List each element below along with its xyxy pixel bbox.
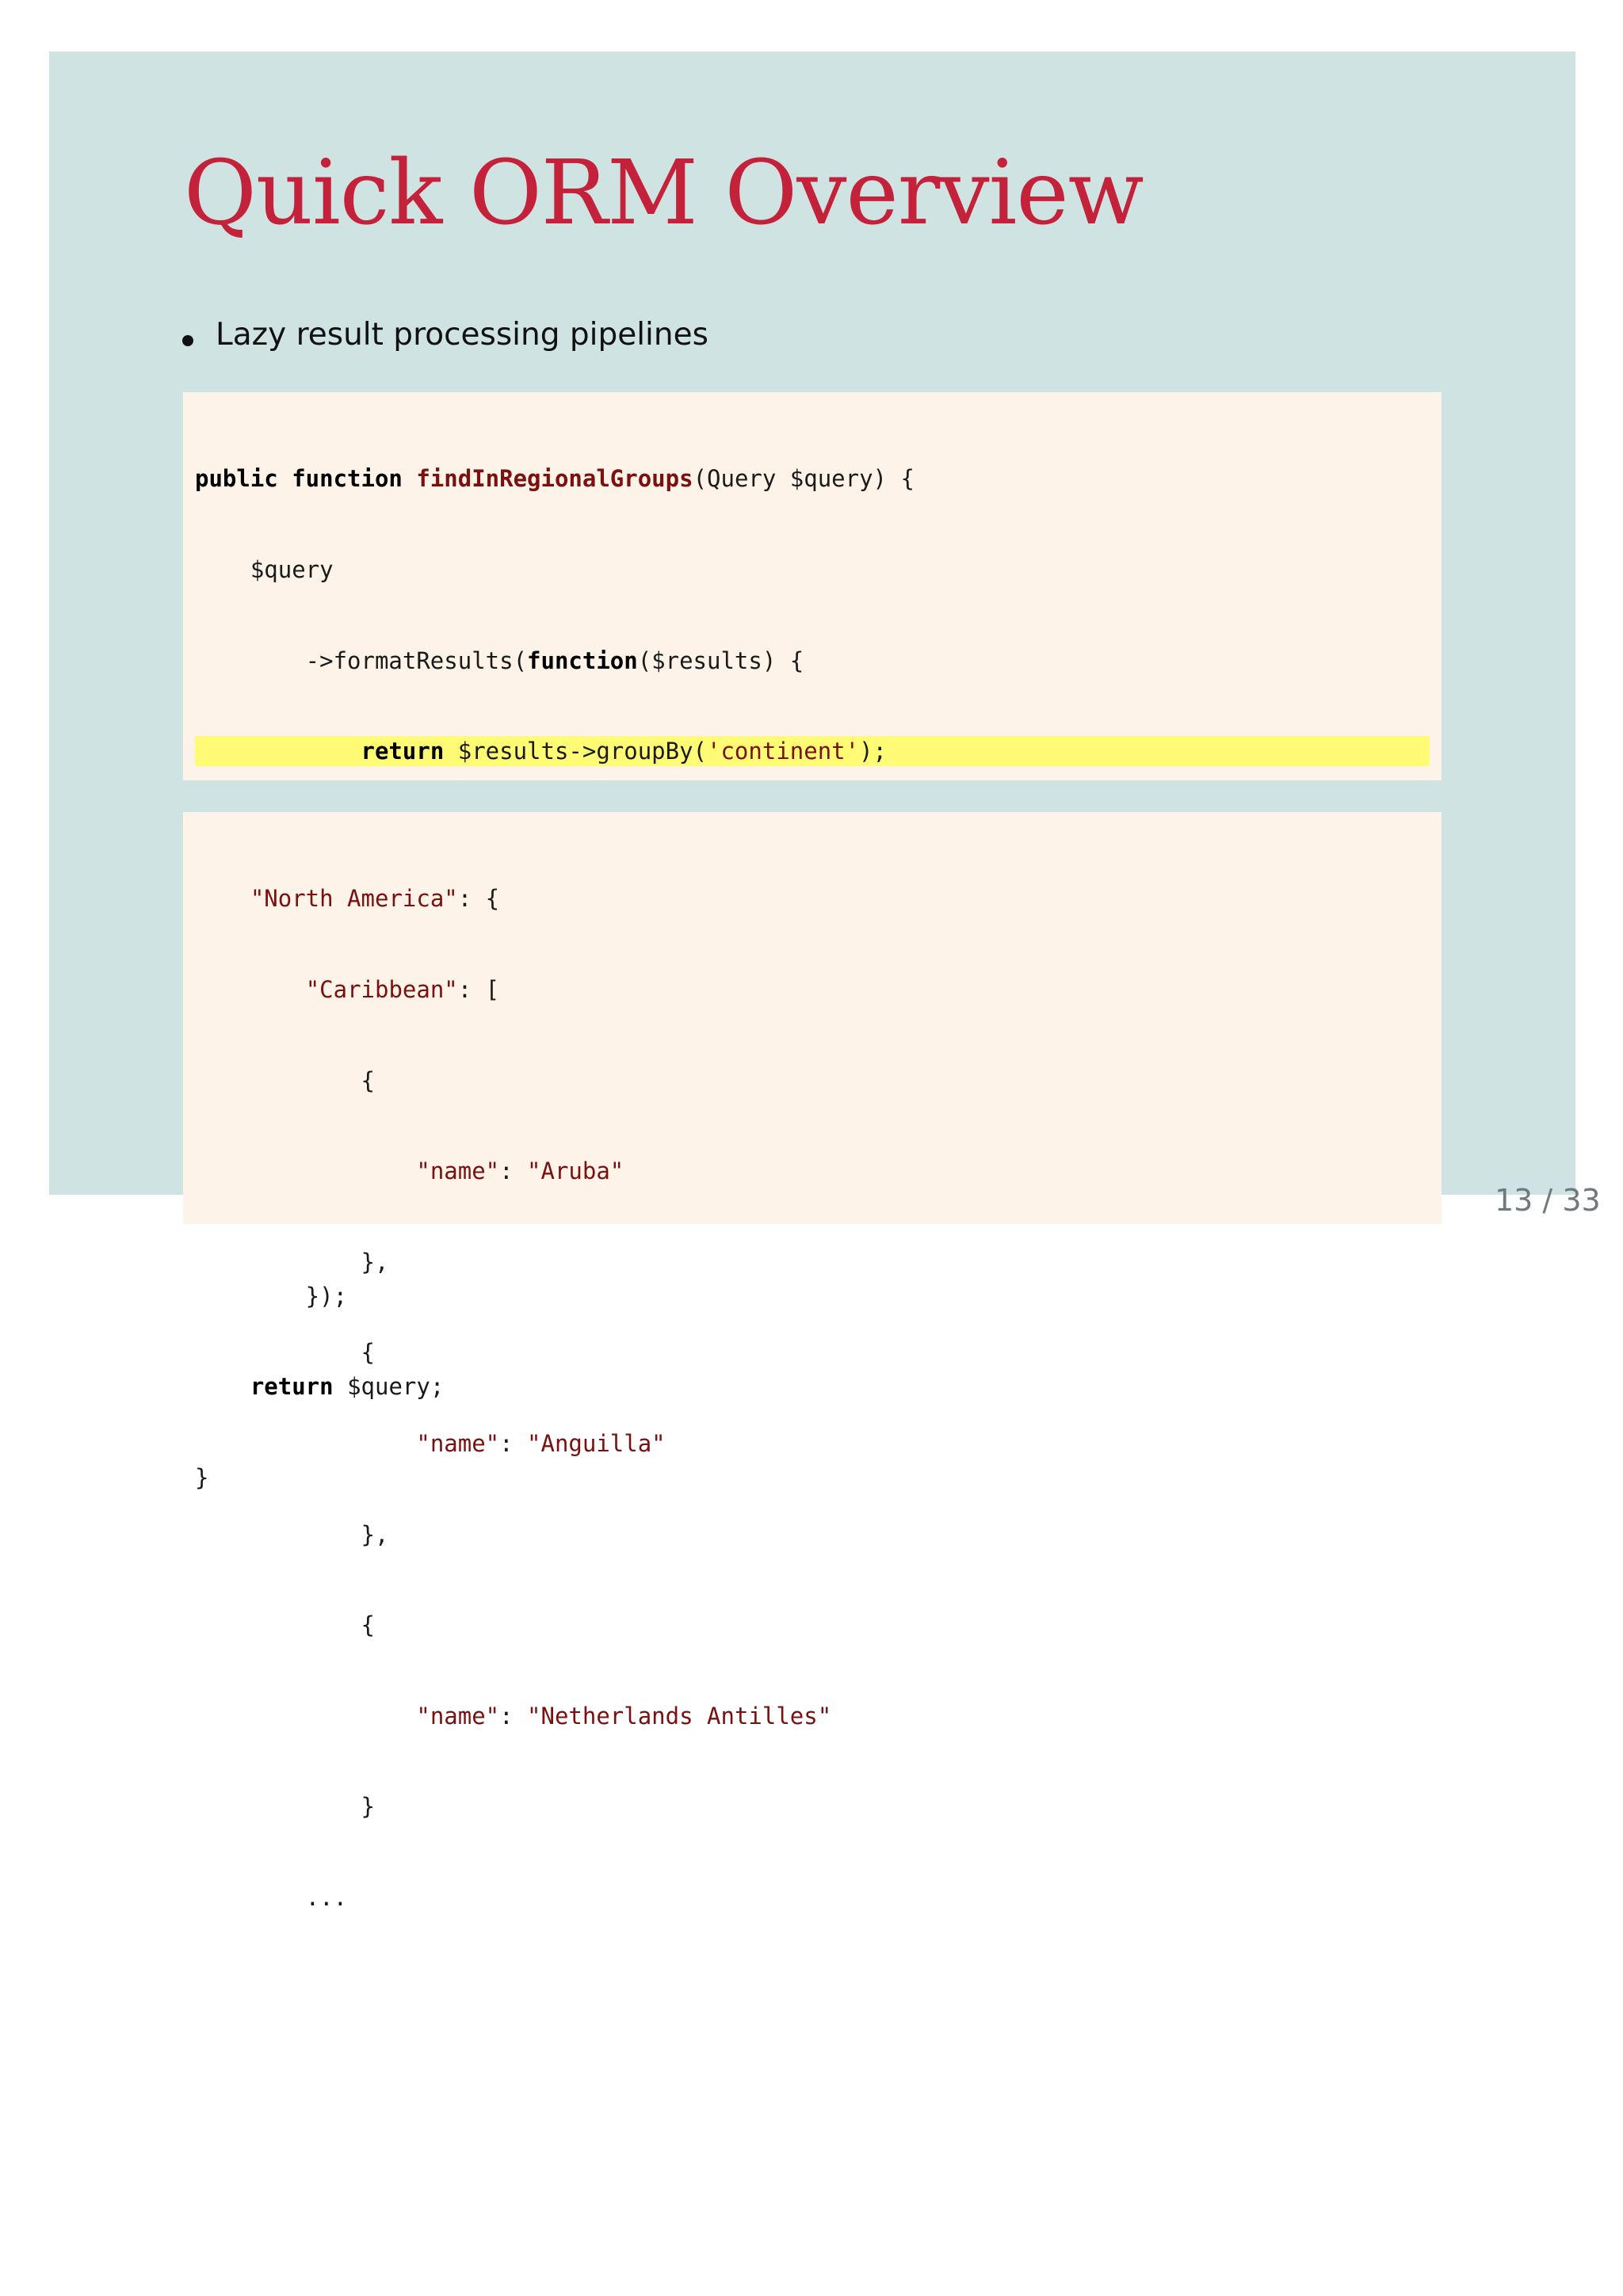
code-text: ...: [195, 1883, 348, 1911]
code-text: :: [499, 1702, 528, 1730]
bullet-list: [216, 317, 708, 354]
code-text: $query;: [333, 1373, 445, 1401]
code-line: [195, 1791, 1430, 1821]
code-string: "name": [416, 1158, 500, 1185]
code-string: "Anguilla": [527, 1429, 666, 1457]
code-text: ($results) {: [637, 646, 804, 674]
code-line: [195, 1337, 1430, 1367]
code-text: ->formatResults(: [195, 646, 528, 674]
code-text: },: [195, 1248, 389, 1276]
code-line: [195, 555, 1430, 585]
code-line: [195, 646, 1430, 676]
code-text: }: [195, 1793, 375, 1821]
page-number: 13 / 33: [1495, 1183, 1601, 1218]
code-string: "Caribbean": [305, 976, 458, 1003]
code-string: "name": [416, 1702, 500, 1730]
code-keyword: return: [250, 1373, 334, 1401]
code-string: "name": [416, 1429, 500, 1457]
code-line: [195, 1701, 1430, 1731]
code-text: $query: [195, 556, 334, 583]
code-line: [195, 1066, 1430, 1096]
code-text: : {: [457, 885, 500, 913]
code-line: [195, 1520, 1430, 1550]
bullet-item: Lazy result processing pipelines: [181, 317, 708, 354]
code-text: {: [195, 1339, 375, 1367]
code-line: [195, 1156, 1430, 1186]
code-text: (Query $query) {: [693, 465, 915, 493]
code-line-highlighted: [195, 736, 1430, 766]
slide: [49, 51, 1601, 1911]
code-text: :: [499, 1158, 528, 1185]
code-text: {: [195, 1611, 375, 1639]
code-line: [195, 974, 1430, 1005]
code-indent: [195, 1430, 416, 1457]
code-line: [195, 1610, 1430, 1640]
code-indent: [195, 1158, 416, 1184]
slide-title: Quick ORM Overview: [184, 142, 1144, 245]
code-text: :: [499, 1429, 528, 1457]
code-text: {: [195, 1066, 375, 1094]
code-indent: [195, 885, 250, 912]
code-string: "Netherlands Antilles": [527, 1702, 832, 1730]
code-text: },: [195, 1520, 389, 1548]
code-keyword: return: [361, 738, 445, 765]
code-string: 'continent': [707, 738, 860, 765]
code-text: );: [859, 738, 887, 765]
code-line: [195, 1247, 1430, 1277]
code-keyword: function: [527, 646, 638, 674]
code-indent: [195, 738, 361, 765]
code-keyword: public function: [195, 465, 403, 493]
code-text: });: [195, 1282, 348, 1310]
code-indent: [195, 1703, 416, 1730]
code-line: [195, 463, 1430, 494]
code-line: [195, 1882, 1430, 1913]
code-text: $results->groupBy(: [444, 738, 708, 765]
code-line: [195, 1428, 1430, 1459]
code-indent: [195, 976, 306, 1003]
code-function-name: findInRegionalGroups: [416, 465, 693, 493]
code-text: : [: [457, 976, 500, 1003]
code-string: "North America": [250, 885, 458, 913]
code-line: [195, 883, 1430, 913]
code-string: "Aruba": [527, 1158, 624, 1185]
code-text: }: [195, 1463, 209, 1491]
